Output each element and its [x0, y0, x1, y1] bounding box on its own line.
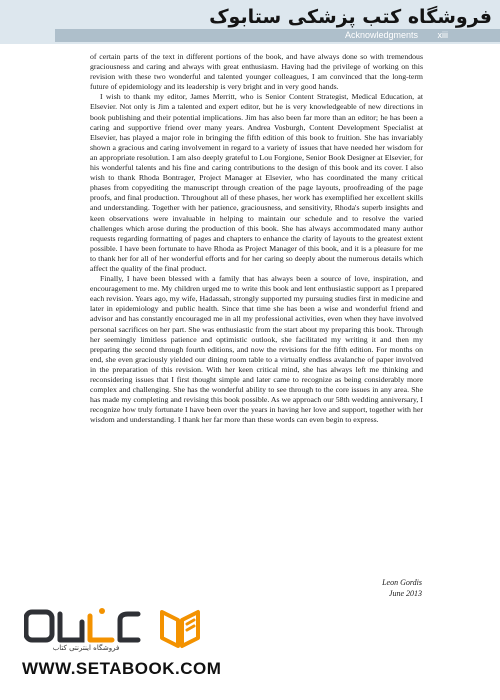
page-number: xiii — [437, 30, 448, 40]
paragraph-continued: of certain parts of the text in different portions of the book, and have always done so with tremendous graciousness and caring and always with great enthusiasm. Having had the privilege of working on this revision with these two wonderful and talented younger colleagues, I am convinced that the long-term future of epidemiology and its leadership is very bright and in very good hands. — [90, 52, 423, 92]
website-url: WWW.SETABOOK.COM — [22, 659, 222, 678]
setabook-logo — [24, 604, 264, 656]
book-stack-icon — [156, 608, 204, 650]
running-head: Acknowledgments — [344, 30, 418, 40]
header-strip — [55, 29, 500, 42]
paragraph-editor-thanks: I wish to thank my editor, James Merritt, who is Senior Content Strategist, Medical Education, at Elsevier. Not only is Jim a talented and expert editor, but he is very knowledgeable of new directions in book publishing and their potential implications. Jim has also been far more than an editor; he has been a caring and supportive friend over many years. Andrea Vosburgh, Content Development Specialist at Elsevier, has played a major role in bringing the fifth edition of this book to fruition. She has invariably shown a gracious and caring involvement in regard to a variety of issues that have needed her wisdom for an appropriate resolution. I am also deeply grateful to Lou Forgione, Senior Book Designer at Elsevier, for his wonderful talents and his fine and caring contributions to the design of this book and its cover. I also wish to thank Rhoda Bontrager, Project Manager at Elsevier, who has coordinated the many critical phases from copyediting the manuscript through creation of the page layouts, proofreading of the page proofs, and final production. Throughout all of these phases, her work has exemplified her excellent skills and understanding. Together with her patience, graciousness, and sensitivity, Rhoda's superb insights and keen observations were invaluable in helping to maintain our schedule and to resolve the varied challenges which arose during the production of this book. She has always accommodated many author requests regarding formatting of pages and chapters to enhance the clarity of layouts to the greatest extent possible. I have been fortunate to have Rhoda as Project Manager of this book, and it is a pleasure for me to thank her for all of her wonderful efforts and for her caring so deeply about the numerous details which affect the quality of the final product. — [90, 92, 423, 273]
signature — [382, 577, 422, 599]
signature-date: June 2013 — [388, 589, 422, 598]
setabook-wordmark-icon — [24, 606, 142, 646]
store-banner: فروشگاه کتب پزشکی ستابوک — [209, 6, 492, 28]
paragraph-family-thanks: Finally, I have been blessed with a family that has always been a source of love, inspiration, and encouragement to me. My children urged me to write this book and lent enthusiastic support as I prepared each revision. Years ago, my wife, Hadassah, strongly supported my pursuing studies first in medicine and later in epidemiology and public health. Since that time she has been a wise and wonderful friend and advisor and has constantly encouraged me in all my professional activities, even when they have involved personal sacrifices on her part. She was enthusiastic from the start about my preparing this book. Through her seemingly limitless patience and optimistic outlook, she facilitated my writing it and then my preparing the second through fourth editions, and now the revisions for the fifth edition. For months on end, she even graciously yielded our dining room table to a virtually endless avalanche of paper involved in the preparation of this revision. With her keen critical mind, she has always left me thinking and reconsidering issues that I first thought simple and later came to recognize as being considerably more complex and challenging. She has the wonderful ability to see through to the core issues in any area. She has made my completing and revising this book possible. As we approach our 58th wedding anniversary, I recognize how truly fortunate I have been over the years in having her love and support, together with her wisdom and understanding. I thank her far more than these words can even begin to express. — [90, 274, 423, 425]
logo-subtext: فروشگاه اینترنتی کتاب — [52, 644, 120, 652]
author-name: Leon Gordis — [382, 578, 422, 587]
body-text — [90, 52, 423, 425]
